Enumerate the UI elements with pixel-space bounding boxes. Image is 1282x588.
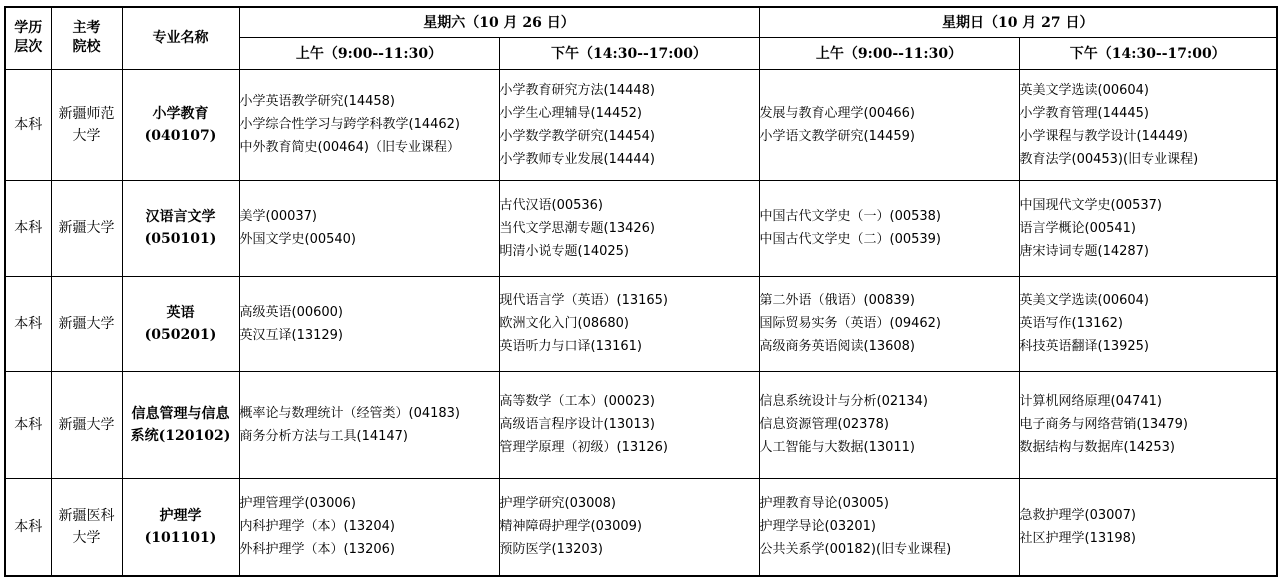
cell-sun-morning — [759, 180, 1019, 276]
major-line: (050201) — [144, 326, 217, 343]
course-item: 美学(00037) — [239, 209, 317, 224]
course-item: 明清小说专题(14025) — [499, 243, 629, 259]
cell-sun-afternoon — [1019, 180, 1277, 276]
header-major: 专业名称 — [122, 7, 239, 69]
course-item: 中外教育简史(00464)（旧专业课程） — [239, 140, 460, 155]
course-item: 语言学概论(00541) — [1019, 220, 1136, 236]
course-item: 小学数学教学研究(14454) — [499, 128, 655, 144]
header-sat-afternoon: 下午（14:30--17:00） — [499, 37, 759, 69]
major-line: (101101) — [144, 529, 217, 546]
school-line: 新疆医科 — [58, 507, 115, 524]
course-item: 管理学原理（初级）(13126) — [499, 440, 668, 455]
major-line: 汉语言文学 — [145, 209, 216, 225]
course-item: 高级语言程序设计(13013) — [499, 417, 655, 432]
header-school: 主考 院校 — [51, 7, 122, 69]
course-item: 社区护理学(13198) — [1019, 530, 1136, 546]
exam-schedule-table — [4, 6, 1278, 577]
course-item: 高等数学（工本）(00023) — [499, 394, 655, 409]
school-line: 新疆师范 — [58, 105, 115, 122]
cell-sat-afternoon — [499, 180, 759, 276]
course-item: 英美文学选读(00604) — [1019, 82, 1149, 98]
cell-sun-afternoon — [1019, 69, 1277, 180]
course-item: 当代文学思潮专题(13426) — [499, 220, 655, 236]
course-item: 小学综合性学习与跨学科教学(14462) — [239, 117, 460, 132]
header-day-saturday: 星期六（10 月 26 日） — [239, 7, 759, 37]
course-item: 商务分析方法与工具(14147) — [239, 428, 408, 444]
course-item: 小学语文教学研究(14459) — [759, 128, 915, 144]
course-item: 公共关系学(00182)(旧专业课程) — [759, 542, 952, 558]
major-line: 系统(120102) — [130, 427, 231, 444]
course-item: 小学英语教学研究(14458) — [239, 94, 395, 109]
table-row — [5, 276, 1277, 371]
cell-sat-morning — [239, 478, 499, 576]
cell-major — [122, 276, 239, 371]
header-level: 学历 层次 — [5, 7, 51, 69]
cell-major — [122, 180, 239, 276]
cell-sat-morning — [239, 69, 499, 180]
school-line: 大学 — [72, 529, 101, 546]
course-item: 高级英语(00600) — [239, 304, 343, 320]
course-item: 小学教育管理(14445) — [1019, 105, 1149, 121]
cell-sat-afternoon — [499, 371, 759, 478]
table-row — [5, 69, 1277, 180]
exam-schedule — [4, 6, 1278, 577]
course-item: 中国现代文学史(00537) — [1019, 197, 1162, 213]
course-item: 外国文学史(00540) — [239, 232, 356, 247]
school-line: 新疆大学 — [58, 220, 115, 236]
cell-sun-morning — [759, 371, 1019, 478]
header-sun-morning: 上午（9:00--11:30） — [759, 37, 1019, 69]
cell-school — [51, 276, 122, 371]
cell-sat-afternoon — [499, 478, 759, 576]
schedule-body — [5, 69, 1277, 576]
major-line: 小学教育 — [152, 105, 209, 122]
course-item: 电子商务与网络营销(13479) — [1019, 417, 1188, 432]
cell-sun-afternoon — [1019, 371, 1277, 478]
cell-sat-morning — [239, 371, 499, 478]
table-row — [5, 478, 1277, 576]
course-item: 内科护理学（本）(13204) — [239, 519, 395, 535]
cell-level: 本科 — [5, 371, 51, 478]
table-row — [5, 371, 1277, 478]
course-item: 护理管理学(03006) — [239, 496, 356, 512]
course-item: 古代汉语(00536) — [499, 197, 603, 213]
cell-sun-morning — [759, 69, 1019, 180]
cell-level: 本科 — [5, 276, 51, 371]
course-item: 中国古代文学史（二）(00539) — [759, 232, 941, 247]
course-item: 小学生心理辅导(14452) — [499, 105, 642, 121]
cell-sat-afternoon — [499, 276, 759, 371]
course-item: 小学课程与教学设计(14449) — [1019, 128, 1188, 144]
course-item: 欧洲文化入门(08680) — [499, 316, 629, 331]
course-item: 急救护理学(03007) — [1019, 507, 1136, 523]
course-item: 发展与教育心理学(00466) — [759, 105, 915, 121]
header-day-sunday: 星期日（10 月 27 日） — [759, 7, 1277, 37]
course-item: 英汉互译(13129) — [239, 327, 343, 343]
course-item: 数据结构与数据库(14253) — [1019, 440, 1175, 455]
course-item: 概率论与数理统计（经管类）(04183) — [239, 405, 460, 421]
course-item: 护理学研究(03008) — [499, 496, 616, 512]
table-row — [5, 180, 1277, 276]
major-line: 英语 — [166, 304, 195, 321]
cell-sun-afternoon — [1019, 276, 1277, 371]
major-line: 护理学 — [159, 507, 202, 524]
course-item: 英语写作(13162) — [1019, 316, 1123, 331]
major-line: 信息管理与信息 — [131, 405, 230, 422]
course-item: 教育法学(00453)(旧专业课程) — [1019, 151, 1199, 167]
course-item: 国际贸易实务（英语）(09462) — [759, 316, 941, 331]
header-sun-afternoon: 下午（14:30--17:00） — [1019, 37, 1277, 69]
course-item: 预防医学(13203) — [499, 542, 603, 558]
cell-sat-morning — [239, 180, 499, 276]
school-line: 新疆大学 — [58, 416, 115, 433]
cell-sun-morning — [759, 276, 1019, 371]
course-item: 小学教育研究方法(14448) — [499, 82, 655, 98]
header-sat-morning: 上午（9:00--11:30） — [239, 37, 499, 69]
course-item: 英美文学选读(00604) — [1019, 293, 1149, 308]
major-line: (050101) — [144, 231, 217, 247]
cell-school — [51, 180, 122, 276]
course-item: 高级商务英语阅读(13608) — [759, 339, 915, 354]
cell-level: 本科 — [5, 69, 51, 180]
course-item: 人工智能与大数据(13011) — [759, 440, 915, 455]
course-item: 唐宋诗词专题(14287) — [1019, 243, 1149, 259]
course-item: 英语听力与口译(13161) — [499, 339, 642, 354]
course-item: 科技英语翻译(13925) — [1019, 339, 1149, 354]
school-line: 大学 — [72, 127, 101, 144]
school-line: 新疆大学 — [58, 315, 115, 332]
cell-sun-morning — [759, 478, 1019, 576]
cell-sat-afternoon — [499, 69, 759, 180]
course-item: 计算机网络原理(04741) — [1019, 394, 1162, 409]
cell-major — [122, 478, 239, 576]
cell-school — [51, 69, 122, 180]
course-item: 护理学导论(03201) — [759, 519, 876, 535]
course-item: 精神障碍护理学(03009) — [499, 519, 642, 535]
course-item: 第二外语（俄语）(00839) — [759, 293, 915, 308]
cell-major — [122, 69, 239, 180]
course-item: 中国古代文学史（一）(00538) — [759, 209, 941, 224]
course-item: 现代语言学（英语）(13165) — [499, 293, 668, 308]
cell-school — [51, 371, 122, 478]
cell-level: 本科 — [5, 478, 51, 576]
cell-school — [51, 478, 122, 576]
cell-sun-afternoon — [1019, 478, 1277, 576]
major-line: (040107) — [144, 127, 217, 144]
cell-major — [122, 371, 239, 478]
course-item: 护理教育导论(03005) — [759, 496, 889, 512]
course-item: 信息系统设计与分析(02134) — [759, 394, 928, 409]
course-item: 外科护理学（本）(13206) — [239, 542, 395, 558]
cell-level: 本科 — [5, 180, 51, 276]
course-item: 小学教师专业发展(14444) — [499, 151, 655, 167]
course-item: 信息资源管理(02378) — [759, 417, 889, 432]
cell-sat-morning — [239, 276, 499, 371]
